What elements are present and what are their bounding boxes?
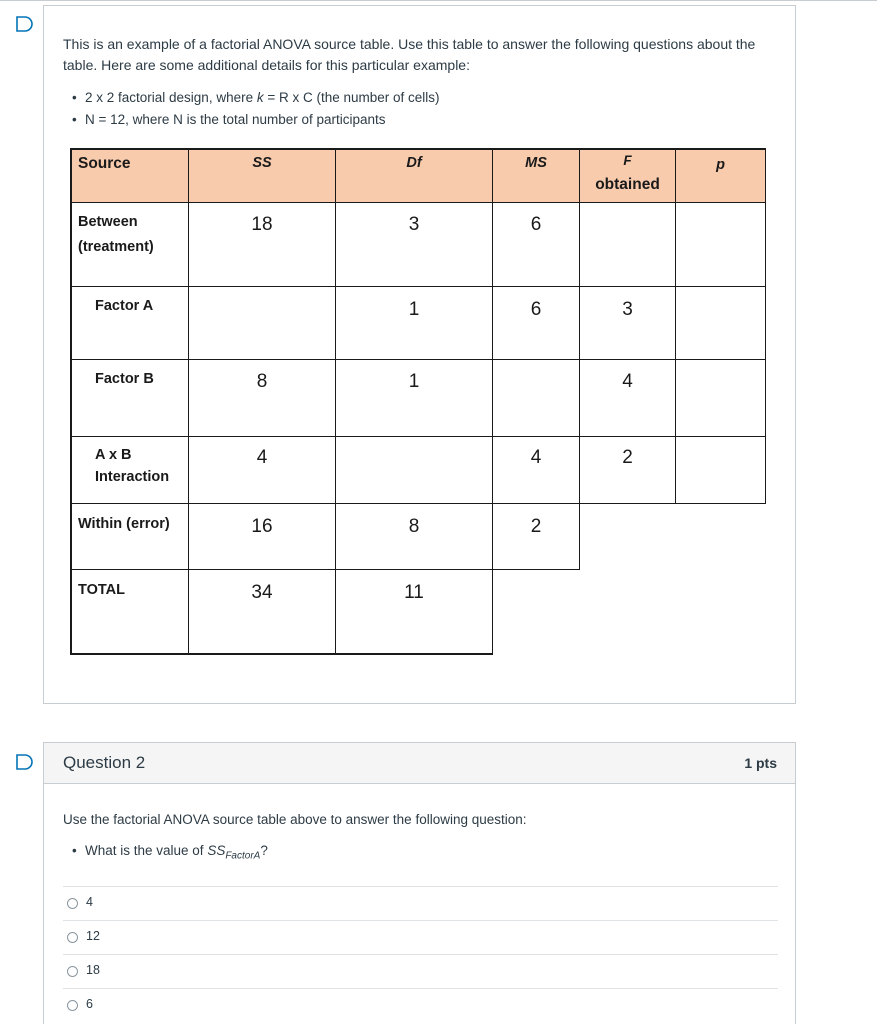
row-factor-b-ss: 8 xyxy=(256,371,268,392)
row-between-ms: 6 xyxy=(530,214,542,235)
header-p: p xyxy=(716,157,725,173)
row-interaction-label-2: Interaction xyxy=(95,469,170,485)
row-total-label: TOTAL xyxy=(78,582,125,598)
row-factor-b-df: 1 xyxy=(408,371,420,392)
anova-source-table xyxy=(70,148,767,658)
answer-option[interactable] xyxy=(63,920,778,953)
row-between-ss: 18 xyxy=(251,214,273,235)
row-interaction-ss: 4 xyxy=(256,447,268,468)
row-factor-b-label: Factor B xyxy=(95,371,154,387)
row-interaction-ms: 4 xyxy=(530,447,542,468)
row-within-ss: 16 xyxy=(251,516,273,537)
row-within-ms: 2 xyxy=(530,516,542,537)
question-title: Question 2 xyxy=(63,753,146,772)
top-divider xyxy=(0,0,877,1)
question-2-header xyxy=(44,743,795,784)
radio-button-icon[interactable] xyxy=(67,898,78,909)
answer-label: 4 xyxy=(86,895,93,909)
answer-label: 12 xyxy=(86,929,100,943)
row-total-df: 11 xyxy=(404,582,424,603)
bookmark-icon[interactable] xyxy=(14,14,34,34)
question-1-details xyxy=(72,87,440,131)
answer-option[interactable] xyxy=(63,988,778,1021)
detail-design: • 2 x 2 factorial design, where k = R x C (the number of cells) xyxy=(72,87,440,109)
row-interaction-label: A x B xyxy=(95,447,132,463)
question-1-card xyxy=(43,5,796,704)
header-df: Df xyxy=(406,155,422,171)
row-total-ss: 34 xyxy=(251,582,273,603)
radio-button-icon[interactable] xyxy=(67,966,78,977)
row-within-label: Within (error) xyxy=(78,516,170,532)
header-ss: SS xyxy=(252,155,272,171)
question-text: Use the factorial ANOVA source table above to answer the following question: xyxy=(63,812,527,827)
header-ms: MS xyxy=(525,155,547,171)
row-interaction-f: 2 xyxy=(622,447,633,468)
header-f-obtained: obtained xyxy=(595,176,660,193)
detail-participants: • N = 12, where N is the total number of participants xyxy=(72,109,440,131)
question-2-card xyxy=(43,742,796,1024)
row-factor-a-f: 3 xyxy=(622,299,633,320)
header-source: Source xyxy=(78,155,131,172)
answer-option[interactable] xyxy=(63,886,778,919)
question-prompt: • What is the value of $SS_{FactorA}$? xyxy=(72,843,268,862)
row-factor-a-ms: 6 xyxy=(530,299,542,320)
row-between-df: 3 xyxy=(408,214,420,235)
answer-label: 6 xyxy=(86,997,93,1011)
radio-button-icon[interactable] xyxy=(67,1000,78,1011)
radio-button-icon[interactable] xyxy=(67,932,78,943)
row-between-label: Between xyxy=(78,214,138,230)
row-factor-a-df: 1 xyxy=(408,299,420,320)
header-f: F xyxy=(623,153,632,168)
question-1-intro: This is an example of a factorial ANOVA source table. Use this table to answer the following questions about the table. Here are some additional details for this particular example: xyxy=(63,36,756,73)
answer-option[interactable] xyxy=(63,954,778,987)
row-within-df: 8 xyxy=(408,516,420,537)
row-factor-a-label: Factor A xyxy=(95,298,154,314)
row-factor-b-f: 4 xyxy=(622,371,633,392)
bookmark-icon[interactable] xyxy=(14,752,34,772)
row-between-label-2: (treatment) xyxy=(78,239,154,255)
answer-label: 18 xyxy=(86,963,100,977)
question-points: 1 pts xyxy=(744,755,777,771)
